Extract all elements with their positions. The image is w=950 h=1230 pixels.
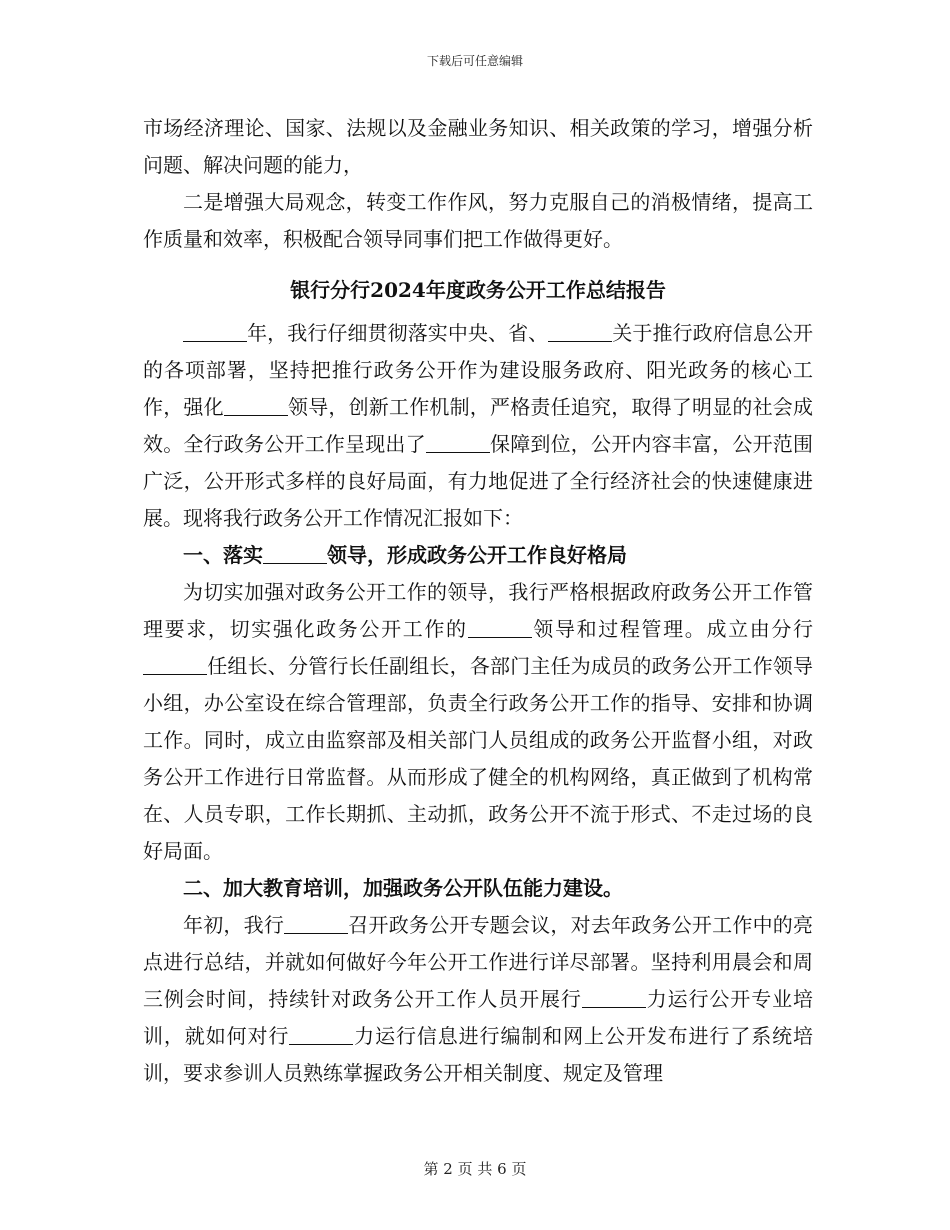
fill-blank [263,543,327,564]
fill-blank [426,432,490,453]
header-note: 下载后可任意编辑 [426,54,523,68]
section-2-text-1: 年初，我行 [183,913,285,937]
section-1-heading [143,537,813,574]
document-body [143,110,813,1092]
section-1-text-2: 领导和过程管理。成立由分行 [531,617,814,641]
intro-text-1: 年，我行仔细贯彻落实中央、省、 [247,321,549,345]
section-2-text-3: 力运行公开专业培训，就如何对行 [143,987,814,1048]
section-2-paragraph [143,907,813,1092]
fill-blank [468,617,532,638]
paragraph-attitude: 二是增强大局观念，转变工作作风，努力克服自己的消极情绪，提高工作质量和效率，积极配合领导同事们把工作做得更好。 [143,190,813,251]
section-1-heading-b: 领导，形成政务公开工作良好格局 [327,543,627,567]
fill-blank [289,1024,353,1045]
report-intro-paragraph [143,315,813,537]
fill-blank [548,321,612,342]
intro-text-4: 保障到位，公开内容丰富，公开范围广泛，公开形式多样的良好局面，有力地促进了全行经济社会的快速健康进展。现将我行政务公开工作情况汇报如下： [143,432,814,530]
intro-text-2: 关于推行政府信息公开的各项部署，坚持把推行政务公开作为建设服务政府、阳光政务的核心工作，强化 [143,321,814,419]
report-title: 银行分行2024年度政务公开工作总结报告 [290,278,666,302]
page-indicator: 第 2 页 共 6 页 [423,1160,527,1178]
section-1-heading-a: 一、落实 [183,543,263,567]
paragraph-continued: 市场经济理论、国家、法规以及金融业务知识、相关政策的学习，增强分析问题、解决问题的能力， [143,116,813,177]
intro-text-3: 领导，创新工作机制，严格责任追究，取得了明显的社会成效。全行政务公开工作呈现出了 [143,395,814,456]
section-2-heading: 二、加大教育培训，加强政务公开队伍能力建设。 [183,876,623,900]
section-1-text-3: 任组长、分管行长任副组长，各部门主任为成员的政务公开工作领导小组，办公室设在综合管理部，负责全行政务公开工作的指导、安排和协调工作。同时，成立由监察部及相关部门人员组成的政务公开监督小组，对政务公开工作进行日常监督。从而形成了健全的机构网络，真正做到了机构常在、人员专职，工作长期抓、主动抓，政务公开不流于形式、不走过场的良好局面。 [143,654,813,863]
fill-blank [284,913,348,934]
fill-blank [183,321,247,342]
fill-blank [224,395,288,416]
section-1-paragraph [143,574,813,870]
section-2-text-2: 召开政务公开专题会议，对去年政务公开工作中的亮点进行总结，并就如何做好今年公开工作进行详尽部署。坚持利用晨会和周三例会时间，持续针对政务公开工作人员开展行 [143,913,814,1011]
section-1-text-1: 为切实加强对政务公开工作的领导，我行严格根据政府政务公开工作管理要求，切实强化政务公开工作的 [143,580,813,641]
section-2-text-4: 力运行信息进行编制和网上公开发布进行了系统培训，要求参训人员熟练掌握政务公开相关制度、规定及管理 [143,1024,814,1085]
fill-blank [582,987,646,1008]
fill-blank [143,654,207,675]
